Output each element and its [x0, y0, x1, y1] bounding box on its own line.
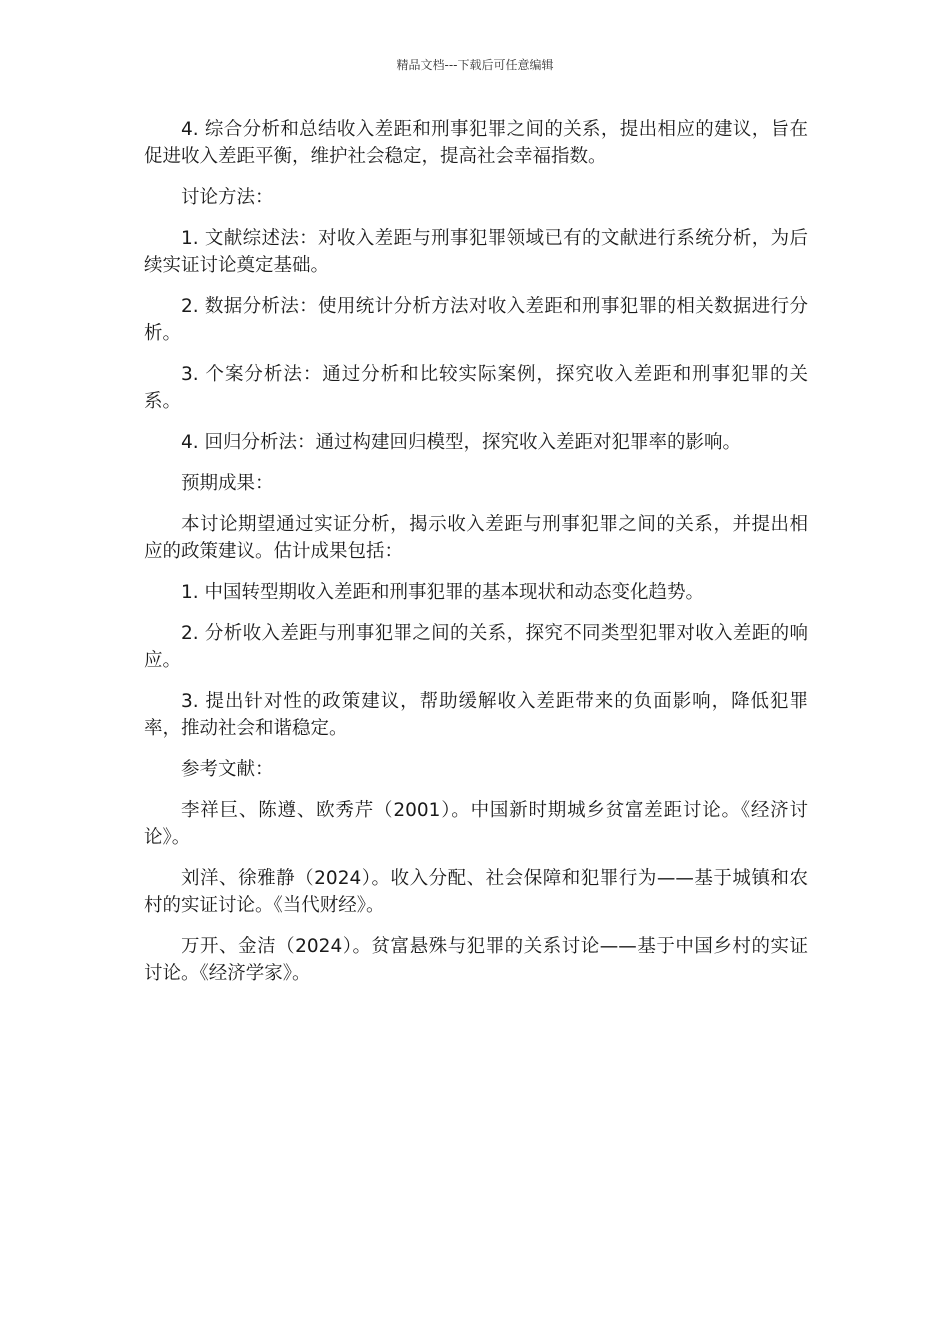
reference-item-1: 李祥巨、陈遵、欧秀芹（2001）。中国新时期城乡贫富差距讨论。《经济讨论》。 [144, 800, 808, 848]
page-header: 精品文档---下载后可任意编辑 [396, 58, 554, 72]
method-case-study: 3. 个案分析法：通过分析和比较实际案例，探究收入差距和刑事犯罪的关系。 [144, 364, 808, 412]
paragraph-summary-goal: 4. 综合分析和总结收入差距和刑事犯罪之间的关系，提出相应的建议，旨在促进收入差距平衡，维护社会稳定，提高社会幸福指数。 [144, 119, 808, 167]
method-literature-review: 1. 文献综述法：对收入差距与刑事犯罪领域已有的文献进行系统分析，为后续实证讨论奠定基础。 [144, 228, 808, 276]
reference-item-3: 万开、金洁（2024）。贫富悬殊与犯罪的关系讨论——基于中国乡村的实证讨论。《经济学家》。 [144, 936, 808, 984]
heading-methods: 讨论方法： [181, 187, 274, 208]
method-data-analysis: 2. 数据分析法：使用统计分析方法对收入差距和刑事犯罪的相关数据进行分析。 [144, 296, 808, 344]
method-regression: 4. 回归分析法：通过构建回归模型，探究收入差距对犯罪率的影响。 [181, 432, 742, 453]
heading-references: 参考文献： [181, 759, 274, 780]
reference-item-2: 刘洋、徐雅静（2024）。收入分配、社会保障和犯罪行为——基于城镇和农村的实证讨论。《当代财经》。 [144, 868, 808, 916]
result-item-2: 2. 分析收入差距与刑事犯罪之间的关系，探究不同类型犯罪对收入差距的响应。 [144, 623, 808, 671]
paragraph-expected-intro: 本讨论期望通过实证分析，揭示收入差距与刑事犯罪之间的关系，并提出相应的政策建议。估计成果包括： [144, 514, 808, 562]
heading-expected-results: 预期成果： [181, 473, 274, 494]
document-body [144, 116, 808, 1001]
result-item-3: 3. 提出针对性的政策建议，帮助缓解收入差距带来的负面影响，降低犯罪率，推动社会和谐稳定。 [144, 691, 808, 739]
result-item-1: 1. 中国转型期收入差距和刑事犯罪的基本现状和动态变化趋势。 [181, 582, 705, 603]
